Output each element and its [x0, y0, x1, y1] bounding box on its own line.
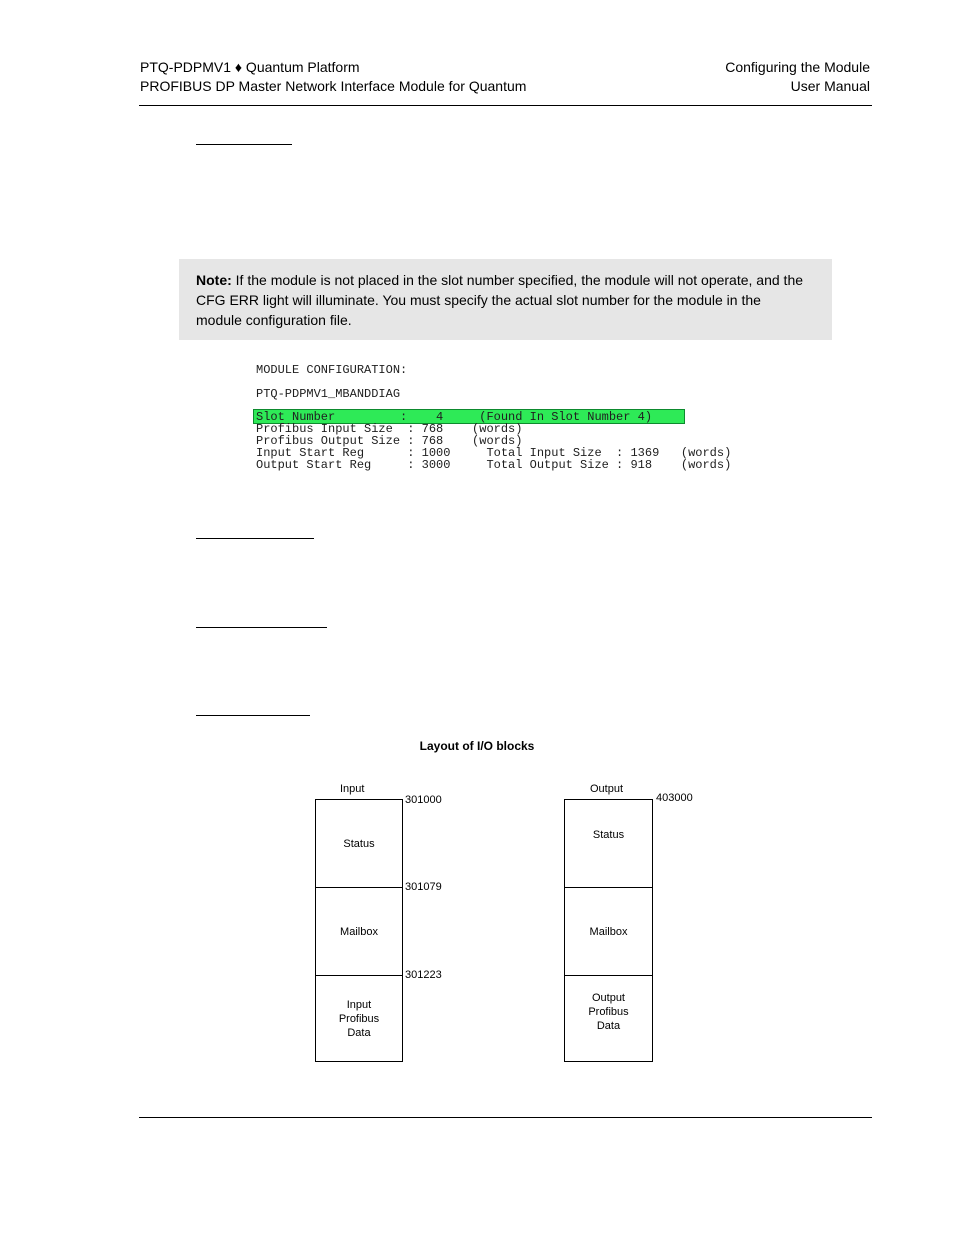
- terminal-line: Profibus Input Size : 768 (words): [256, 422, 523, 436]
- heading-underline-1: [196, 144, 292, 145]
- output-column-label: Output: [590, 783, 624, 795]
- heading-underline-3: [196, 627, 327, 628]
- header-section: Configuring the Module: [725, 59, 870, 75]
- input-block: [315, 799, 403, 1062]
- header-subtitle: PROFIBUS DP Master Network Interface Module for Quantum: [140, 78, 527, 94]
- address-label: 301000: [405, 794, 442, 806]
- segment-label: Mailbox: [589, 926, 628, 938]
- header-left: [140, 58, 526, 96]
- config-terminal-screenshot: [250, 360, 768, 476]
- terminal-line: Input Start Reg : 1000 Total Input Size : 1369 (words): [256, 446, 732, 460]
- address-label: 301223: [405, 969, 442, 981]
- output-profibus-data-segment: [565, 975, 652, 1061]
- segment-label: Input Profibus Data: [338, 999, 380, 1039]
- input-mailbox-segment: [316, 887, 402, 976]
- terminal-line: Output Start Reg : 3000 Total Output Size : 918 (words): [256, 458, 732, 472]
- address-label: 403000: [656, 792, 693, 804]
- segment-label: Status: [343, 837, 375, 850]
- heading-underline-4: [196, 715, 310, 716]
- segment-label: Output Profibus Data: [588, 992, 629, 1032]
- terminal-line: MODULE CONFIGURATION:: [256, 363, 408, 377]
- header-product: PTQ-PDPMV1 ♦ Quantum Platform: [140, 59, 360, 75]
- header-rule: [139, 105, 872, 106]
- heading-underline-2: [196, 538, 314, 539]
- terminal-line: Slot Number : 4 (Found In Slot Number 4): [256, 410, 653, 424]
- header-manual: User Manual: [790, 78, 870, 94]
- address-label: 301079: [405, 881, 442, 893]
- terminal-line: PTQ-PDPMV1_MBANDDIAG: [256, 387, 401, 401]
- input-profibus-data-segment: [316, 975, 402, 1062]
- diagram-title: Layout of I/O blocks: [419, 739, 535, 753]
- footer-rule: [139, 1117, 872, 1118]
- input-status-segment: [316, 800, 402, 887]
- output-mailbox-segment: [565, 887, 652, 976]
- segment-label: Status: [592, 829, 625, 841]
- output-block: [564, 799, 653, 1062]
- terminal-line: Profibus Output Size : 768 (words): [256, 434, 523, 448]
- note-text: If the module is not placed in the slot number specified, the module will not operate, and the CFG ERR light will illuminate. You must specify the actual slot number for the module in the module configuration file.: [196, 272, 804, 328]
- output-status-segment: [565, 800, 652, 887]
- note-box: [179, 259, 832, 340]
- header-right: [725, 58, 870, 96]
- note-label: Note:: [196, 272, 232, 288]
- input-column-label: Input: [340, 783, 365, 795]
- segment-label: Mailbox: [340, 926, 378, 938]
